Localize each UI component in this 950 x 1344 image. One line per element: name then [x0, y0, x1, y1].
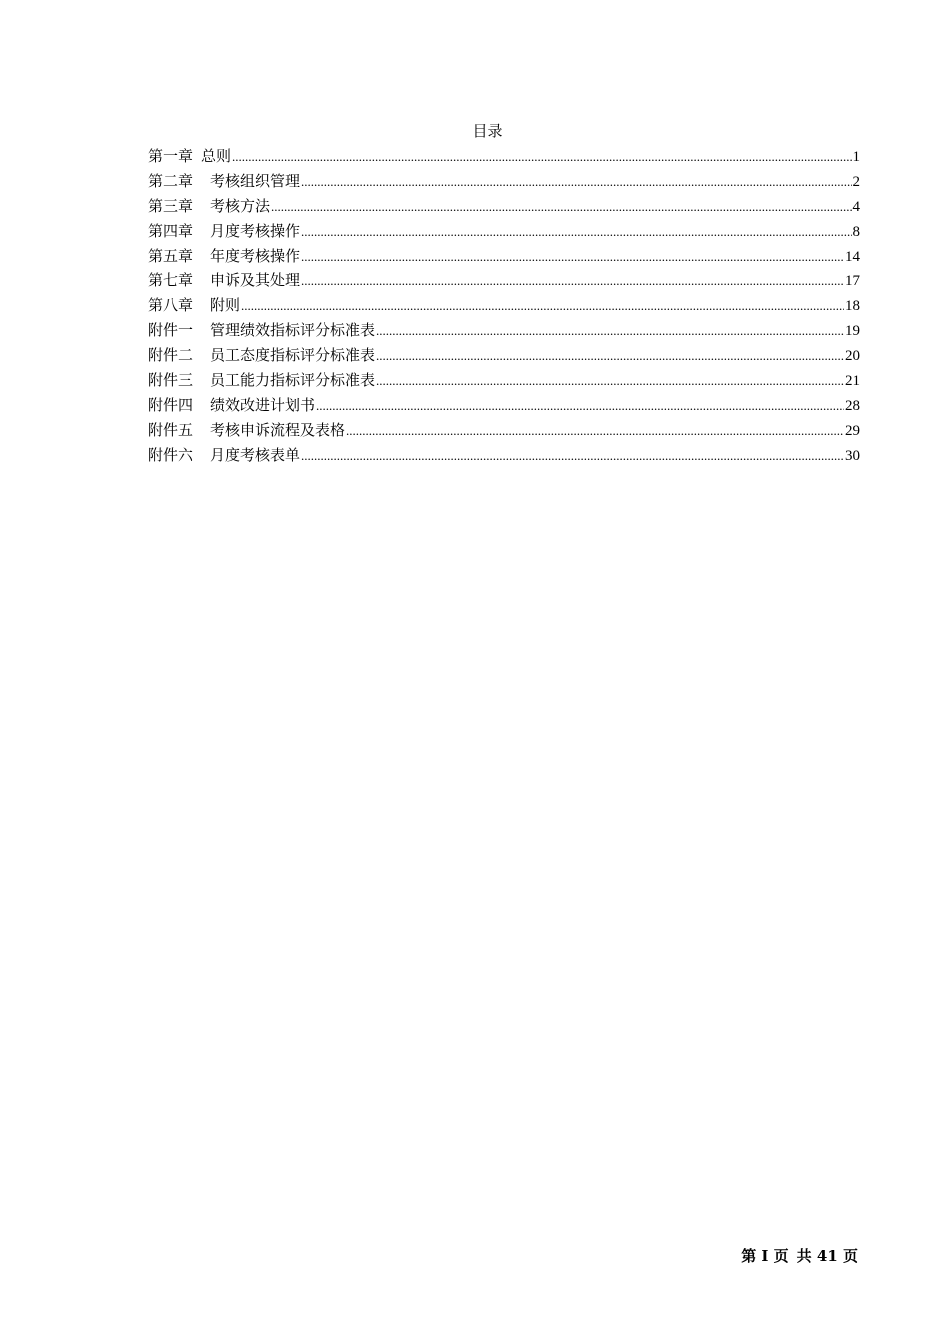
toc-entry[interactable] [148, 194, 860, 219]
toc-entry-title: 年度考核操作 [210, 246, 301, 265]
toc-entry[interactable] [148, 368, 860, 393]
toc-entry[interactable] [148, 443, 860, 468]
toc-entry[interactable] [148, 318, 860, 343]
toc-entry-title: 月度考核操作 [210, 221, 301, 240]
toc-entry-number: 附件五 [148, 420, 194, 439]
toc-entry-page: 2 [852, 173, 860, 190]
page-total: 共 41 页 [796, 1247, 858, 1265]
toc-dot-leader [232, 145, 851, 170]
toc-entry-page: 21 [845, 373, 860, 390]
toc-entry-title: 总则 [201, 147, 232, 165]
page-footer [741, 1245, 858, 1267]
toc-entry-page: 19 [845, 323, 860, 340]
toc-dot-leader [301, 220, 851, 245]
toc-entry-page: 4 [852, 198, 860, 215]
toc-entry-number: 第八章 [148, 296, 194, 315]
toc-entry[interactable] [148, 219, 860, 244]
toc-entry-number: 第四章 [148, 221, 194, 240]
toc-entry-number: 附件六 [148, 445, 194, 464]
toc-dot-leader [301, 444, 844, 469]
toc-dot-leader [301, 245, 844, 270]
page-number: 第 I 页 [741, 1247, 789, 1265]
toc-entry-page: 14 [845, 248, 860, 265]
toc-entry-number: 第七章 [148, 271, 194, 290]
toc-dot-leader [346, 419, 844, 444]
toc-entry-page: 30 [845, 447, 860, 464]
toc-entry-title: 申诉及其处理 [210, 271, 301, 290]
toc-entry-page: 18 [845, 298, 860, 315]
toc-entry-title: 管理绩效指标评分标准表 [210, 321, 376, 340]
toc-dot-leader [376, 369, 844, 394]
toc-entry-number: 第二章 [148, 171, 194, 190]
toc-entry[interactable] [148, 244, 860, 269]
toc-entry-page: 17 [845, 273, 860, 290]
toc-entry-number: 附件一 [148, 321, 194, 340]
toc-entry-title: 绩效改进计划书 [210, 395, 316, 414]
toc-dot-leader [376, 319, 844, 344]
toc-dot-leader [241, 294, 844, 319]
toc-entry-title: 员工能力指标评分标准表 [210, 371, 376, 390]
toc-entry-page: 20 [845, 348, 860, 365]
toc-entry[interactable] [148, 393, 860, 418]
toc-entry-title: 员工态度指标评分标准表 [210, 346, 376, 365]
toc-entry[interactable] [148, 268, 860, 293]
toc-entry-page: 28 [845, 397, 860, 414]
toc-entry-title: 考核方法 [210, 196, 271, 215]
toc-entry-page: 8 [852, 223, 860, 240]
toc-dot-leader [301, 269, 844, 294]
toc-dot-leader [301, 170, 851, 195]
toc-entry-page: 1 [852, 149, 860, 165]
toc-entry[interactable] [148, 343, 860, 368]
table-of-contents [148, 144, 860, 468]
toc-dot-leader [316, 394, 844, 419]
toc-dot-leader [376, 344, 844, 369]
toc-entry-title: 考核申诉流程及表格 [210, 420, 346, 439]
toc-entry-number: 第五章 [148, 246, 194, 265]
toc-entry-number: 附件二 [148, 346, 194, 365]
toc-entry[interactable] [148, 169, 860, 194]
toc-entry-title: 附则 [210, 296, 241, 315]
toc-entry[interactable] [148, 293, 860, 318]
toc-entry-number: 第一章 [148, 147, 194, 165]
toc-entry-page: 29 [845, 422, 860, 439]
toc-entry[interactable] [148, 418, 860, 443]
toc-entry-number: 附件三 [148, 371, 194, 390]
toc-dot-leader [271, 195, 851, 220]
toc-entry-title: 月度考核表单 [210, 445, 301, 464]
toc-entry[interactable] [148, 144, 860, 169]
toc-entry-number: 附件四 [148, 395, 194, 414]
toc-title: 目录 [472, 122, 503, 140]
toc-entry-number: 第三章 [148, 196, 194, 215]
toc-entry-title: 考核组织管理 [210, 171, 301, 190]
